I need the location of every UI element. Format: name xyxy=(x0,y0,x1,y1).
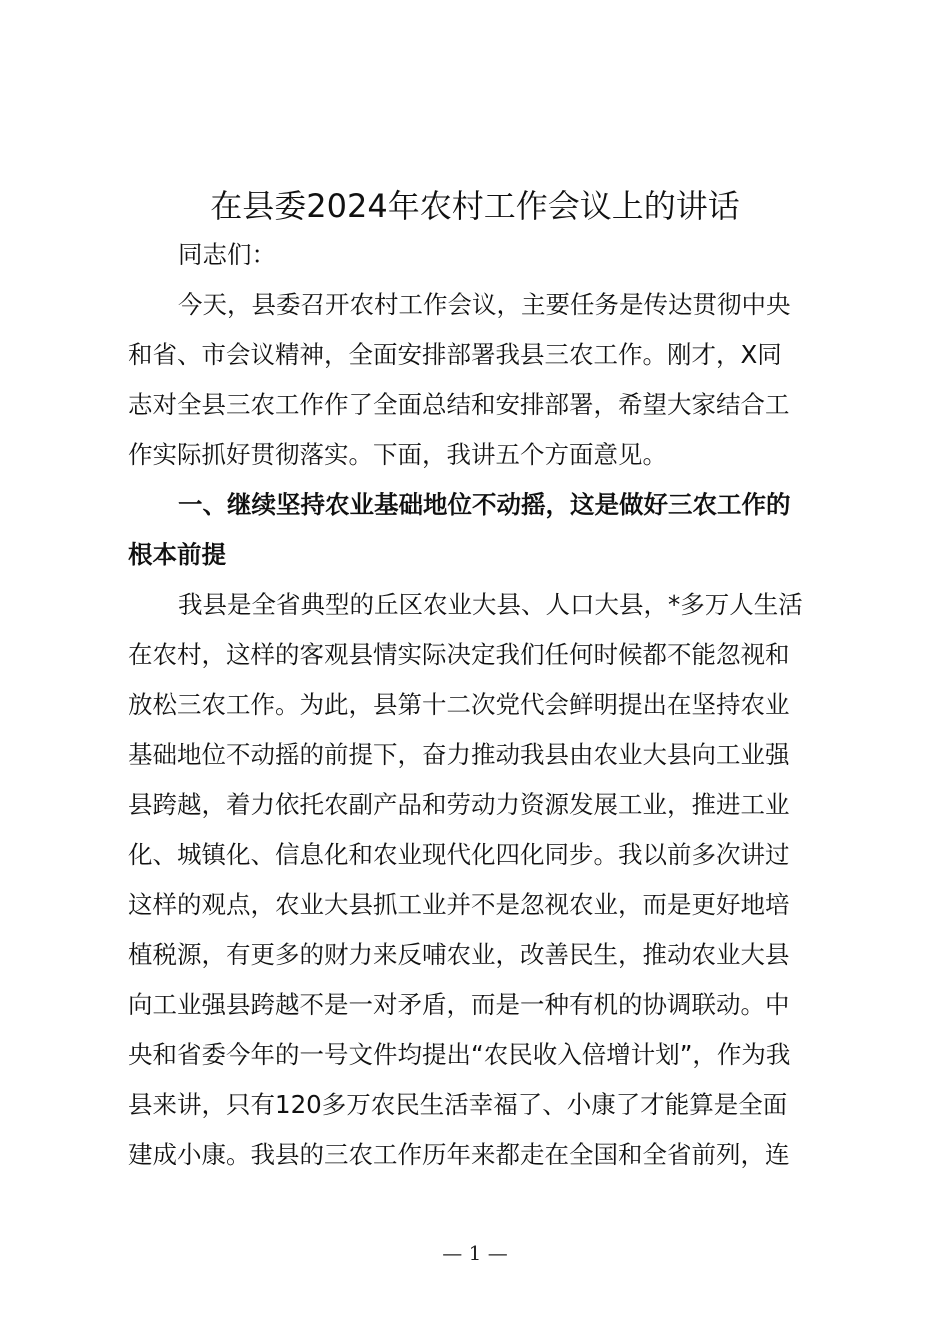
paragraph-line: 这样的观点，农业大县抓工业并不是忽视农业，而是更好地培 xyxy=(128,890,790,919)
paragraph-line: 央和省委今年的一号文件均提出“农民收入倍增计划”，作为我 xyxy=(128,1040,791,1069)
document-title: 在县委2024年农村工作会议上的讲话 xyxy=(210,187,740,225)
paragraph-line: 在农村，这样的客观县情实际决定我们任何时候都不能忽视和 xyxy=(128,640,790,669)
paragraph-line: 今天，县委召开农村工作会议，主要任务是传达贯彻中央 xyxy=(178,290,791,319)
paragraph-line: 基础地位不动摇的前提下，奋力推动我县由农业大县向工业强 xyxy=(128,740,790,769)
paragraph-line: 建成小康。我县的三农工作历年来都走在全国和全省前列，连 xyxy=(128,1140,790,1169)
paragraph-line: 县跨越，着力依托农副产品和劳动力资源发展工业，推进工业 xyxy=(128,790,790,819)
page-number: — 1 — xyxy=(442,1241,508,1265)
paragraph-line: 志对全县三农工作作了全面总结和安排部署，希望大家结合工 xyxy=(128,390,790,419)
section-heading-line: 一、继续坚持农业基础地位不动摇，这是做好三农工作的 xyxy=(178,490,791,519)
paragraph-line: 化、城镇化、信息化和农业现代化四化同步。我以前多次讲过 xyxy=(128,840,790,869)
paragraph-line: 县来讲，只有120多万农民生活幸福了、小康了才能算是全面 xyxy=(128,1090,788,1119)
paragraph-line: 作实际抓好贯彻落实。下面，我讲五个方面意见。 xyxy=(128,440,667,469)
paragraph-line: 我县是全省典型的丘区农业大县、人口大县，*多万人生活 xyxy=(178,590,803,619)
paragraph-line: 向工业强县跨越不是一对矛盾，而是一种有机的协调联动。中 xyxy=(128,990,790,1019)
section-heading-line: 根本前提 xyxy=(128,540,226,569)
paragraph-line: 放松三农工作。为此，县第十二次党代会鲜明提出在坚持农业 xyxy=(128,690,790,719)
paragraph-line: 和省、市会议精神，全面安排部署我县三农工作。刚才，X同 xyxy=(128,340,782,369)
paragraph-line: 植税源，有更多的财力来反哺农业，改善民生，推动农业大县 xyxy=(128,940,790,969)
salutation: 同志们： xyxy=(178,240,276,269)
